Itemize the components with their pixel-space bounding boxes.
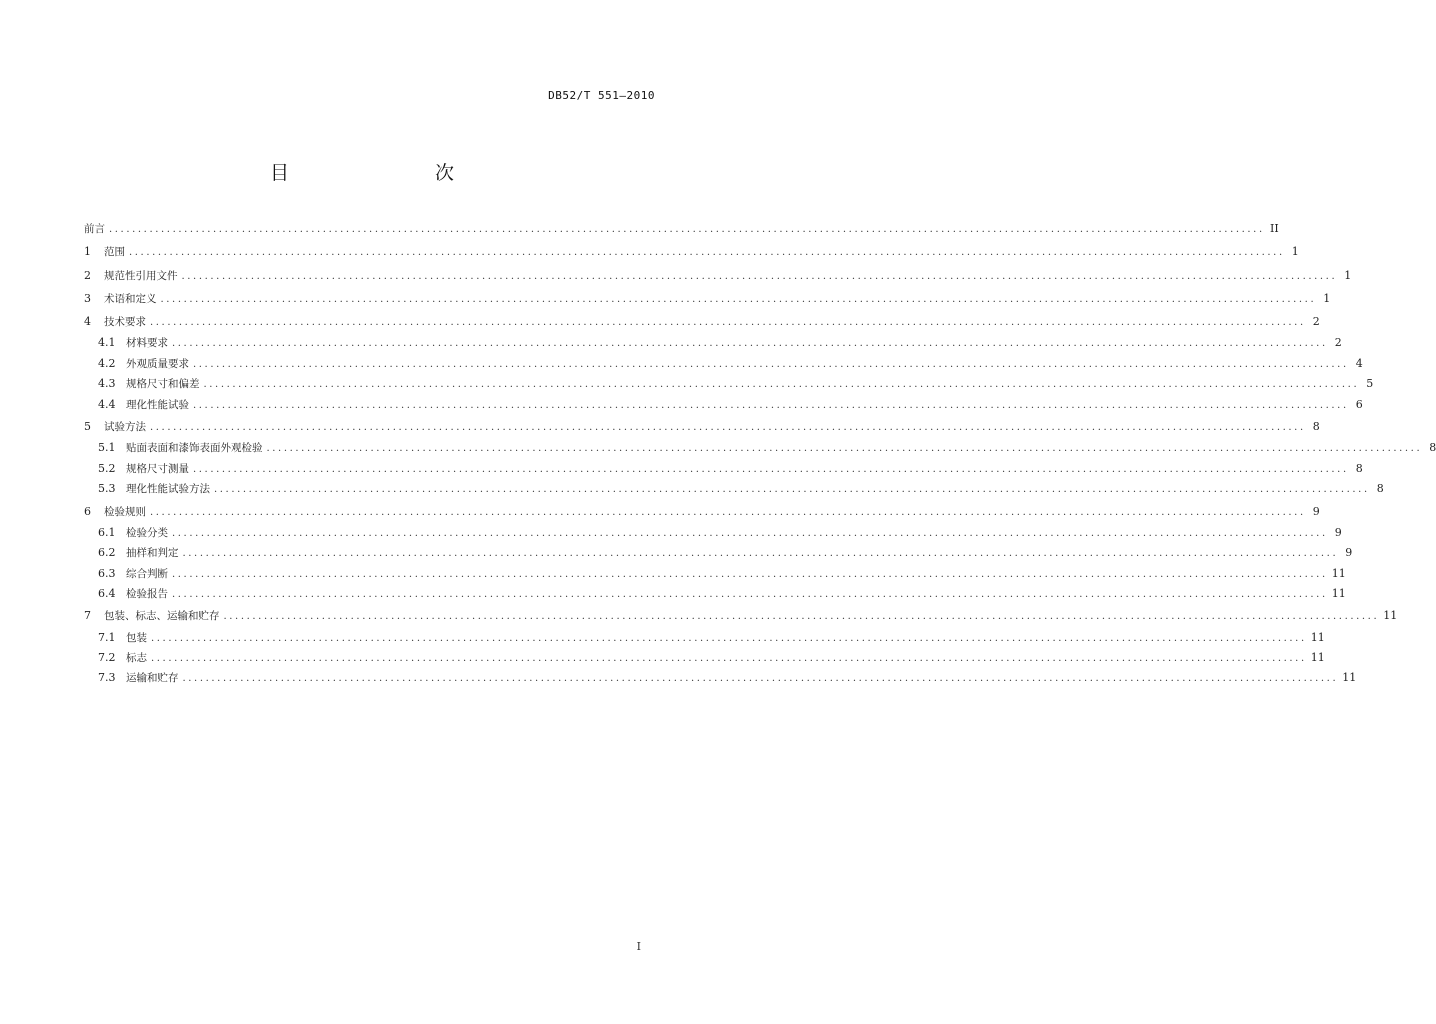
toc-entry[interactable]	[84, 287, 1331, 310]
dot-leader: ........................................................................................................................................................................................................	[151, 653, 1307, 665]
dot-leader: ........................................................................................................................................................................................................	[109, 224, 1265, 235]
toc-entry-number: 3	[84, 291, 91, 305]
toc-entry-label: 综合判断	[126, 567, 168, 580]
toc-entry-number: 6.3	[98, 566, 116, 580]
toc-entry-label: 规格尺寸和偏差	[126, 378, 200, 391]
toc-entry-label: 试验方法	[104, 421, 146, 434]
dot-leader: ........................................................................................................................................................................................................	[181, 270, 1338, 282]
dot-leader: ........................................................................................................................................................................................................	[193, 358, 1349, 370]
toc-subentry[interactable]	[84, 354, 1363, 374]
toc-entry-label: 理化性能试验	[126, 398, 189, 411]
toc-entry-page: 9	[1312, 504, 1320, 518]
dot-leader: ........................................................................................................................................................................................................	[172, 527, 1328, 539]
toc-entry-number: 4.1	[98, 336, 116, 350]
toc-entry-page: 1	[1323, 291, 1331, 305]
dot-leader: ........................................................................................................................................................................................................	[172, 588, 1328, 600]
toc-subentry[interactable]	[84, 564, 1346, 584]
dot-leader: ........................................................................................................................................................................................................	[129, 247, 1285, 259]
dot-leader: ........................................................................................................................................................................................................	[151, 632, 1307, 644]
toc-entry-page: 1	[1291, 245, 1299, 259]
dot-leader: ........................................................................................................................................................................................................	[223, 611, 1380, 623]
dot-leader: ........................................................................................................................................................................................................	[150, 422, 1306, 434]
toc-entry-label: 运输和贮存	[126, 672, 179, 685]
toc-entry-page: 11	[1331, 586, 1346, 600]
toc-subentry[interactable]	[84, 668, 1357, 688]
toc-subentry[interactable]	[84, 374, 1374, 394]
toc-entry-number: 4.2	[98, 356, 116, 370]
dot-leader: ........................................................................................................................................................................................................	[214, 484, 1370, 496]
toc-entry-label: 术语和定义	[104, 292, 157, 305]
toc-entry[interactable]	[84, 264, 1352, 287]
toc-entry-number: 6.2	[98, 546, 116, 560]
dot-leader: ........................................................................................................................................................................................................	[182, 673, 1339, 685]
toc-entry-label: 检验规则	[104, 505, 146, 518]
toc-entry-label: 外观质量要求	[126, 357, 189, 370]
toc-entry-number: 6	[84, 504, 91, 518]
toc-entry-label: 包装	[126, 631, 147, 644]
toc-entry-number: 2	[84, 268, 91, 282]
toc-entry-page: 1	[1344, 268, 1352, 282]
toc-entry-page: 5	[1366, 377, 1374, 391]
toc-entry[interactable]	[84, 240, 1299, 263]
toc-entry[interactable]	[84, 217, 1279, 240]
toc-entry-number: 7.2	[98, 651, 116, 665]
toc-entry-page: 8	[1376, 482, 1384, 496]
toc-subentry[interactable]	[84, 648, 1325, 668]
dot-leader: ........................................................................................................................................................................................................	[203, 379, 1360, 391]
toc-subentry[interactable]	[84, 543, 1353, 563]
dot-leader: ........................................................................................................................................................................................................	[193, 399, 1349, 411]
toc-subentry[interactable]	[84, 628, 1325, 648]
toc-entry-label: 技术要求	[104, 316, 146, 329]
dot-leader: ........................................................................................................................................................................................................	[150, 506, 1306, 518]
page-number: I	[636, 940, 641, 953]
toc-entry-label: 标志	[126, 652, 147, 665]
toc-entry-page: 11	[1310, 630, 1325, 644]
toc-entry-number: 7.1	[98, 630, 116, 644]
dot-leader: ........................................................................................................................................................................................................	[172, 568, 1328, 580]
dot-leader: ........................................................................................................................................................................................................	[193, 463, 1349, 475]
toc-entry-label: 检验报告	[126, 587, 168, 600]
toc-subentry[interactable]	[84, 459, 1363, 479]
toc-entry-page: 9	[1334, 525, 1342, 539]
toc-entry-page: 11	[1342, 671, 1357, 685]
page-title: 目 次	[269, 162, 490, 184]
toc-entry-page: 8	[1429, 441, 1436, 455]
toc-entry-number: 7.3	[98, 671, 116, 685]
dot-leader: ........................................................................................................................................................................................................	[182, 548, 1339, 560]
toc-entry-number: 6.1	[98, 525, 116, 539]
toc-entry-number: 5	[84, 420, 91, 434]
toc-entry-page: 8	[1312, 420, 1320, 434]
toc-entry-page: 11	[1310, 651, 1325, 665]
toc-entry-number: 4	[84, 315, 91, 329]
toc-entry-page: 11	[1383, 609, 1398, 623]
toc-entry-number: 4.3	[98, 377, 116, 391]
toc-entry-page: 9	[1345, 546, 1353, 560]
toc-entry-page: 2	[1334, 336, 1342, 350]
toc-subentry[interactable]	[84, 479, 1384, 499]
toc-entry-label: 规格尺寸测量	[126, 462, 189, 475]
dot-leader: ........................................................................................................................................................................................................	[160, 293, 1317, 305]
toc-entry-number: 5.3	[98, 482, 116, 496]
toc-entry-label: 抽样和判定	[126, 547, 179, 560]
toc-entry-number: 5.1	[98, 441, 116, 455]
toc-subentry[interactable]	[84, 523, 1342, 543]
toc-entry-number: 4.4	[98, 397, 116, 411]
toc-entry-label: 理化性能试验方法	[126, 483, 210, 496]
standard-code: DB52/T 551—2010	[548, 89, 655, 102]
toc-entry-label: 包装、标志、运输和贮存	[104, 610, 220, 623]
toc-entry[interactable]	[84, 415, 1320, 438]
toc-entry-number: 1	[84, 245, 91, 259]
dot-leader: ........................................................................................................................................................................................................	[172, 338, 1328, 350]
toc-entry-label: 贴面表面和漆饰表面外观检验	[126, 442, 263, 455]
toc-entry-page: 2	[1312, 315, 1320, 329]
toc-entry-page: 11	[1331, 566, 1346, 580]
toc-entry[interactable]	[84, 500, 1320, 523]
toc-entry[interactable]	[84, 604, 1398, 627]
toc-subentry[interactable]	[84, 395, 1363, 415]
toc-subentry[interactable]	[84, 438, 1436, 458]
toc-subentry[interactable]	[84, 333, 1342, 353]
toc-entry-label: 检验分类	[126, 526, 168, 539]
toc-entry-page: 8	[1355, 461, 1363, 475]
toc-entry-page: 4	[1355, 356, 1363, 370]
toc-entry-number: 7	[84, 609, 91, 623]
dot-leader: ........................................................................................................................................................................................................	[266, 443, 1423, 455]
toc-entry-label: 材料要求	[126, 337, 168, 350]
toc-entry-number: 6.4	[98, 586, 116, 600]
toc-entry[interactable]	[84, 310, 1320, 333]
toc-entry-label: 前言	[84, 223, 105, 235]
toc-subentry[interactable]	[84, 584, 1346, 604]
toc-entry-page: 6	[1355, 397, 1363, 411]
toc-entry-label: 规范性引用文件	[104, 269, 178, 282]
toc-entry-page: II	[1270, 222, 1279, 235]
toc-entry-number: 5.2	[98, 461, 116, 475]
toc-entry-label: 范围	[104, 246, 125, 259]
table-of-contents	[84, 217, 1436, 689]
dot-leader: ........................................................................................................................................................................................................	[150, 317, 1306, 329]
